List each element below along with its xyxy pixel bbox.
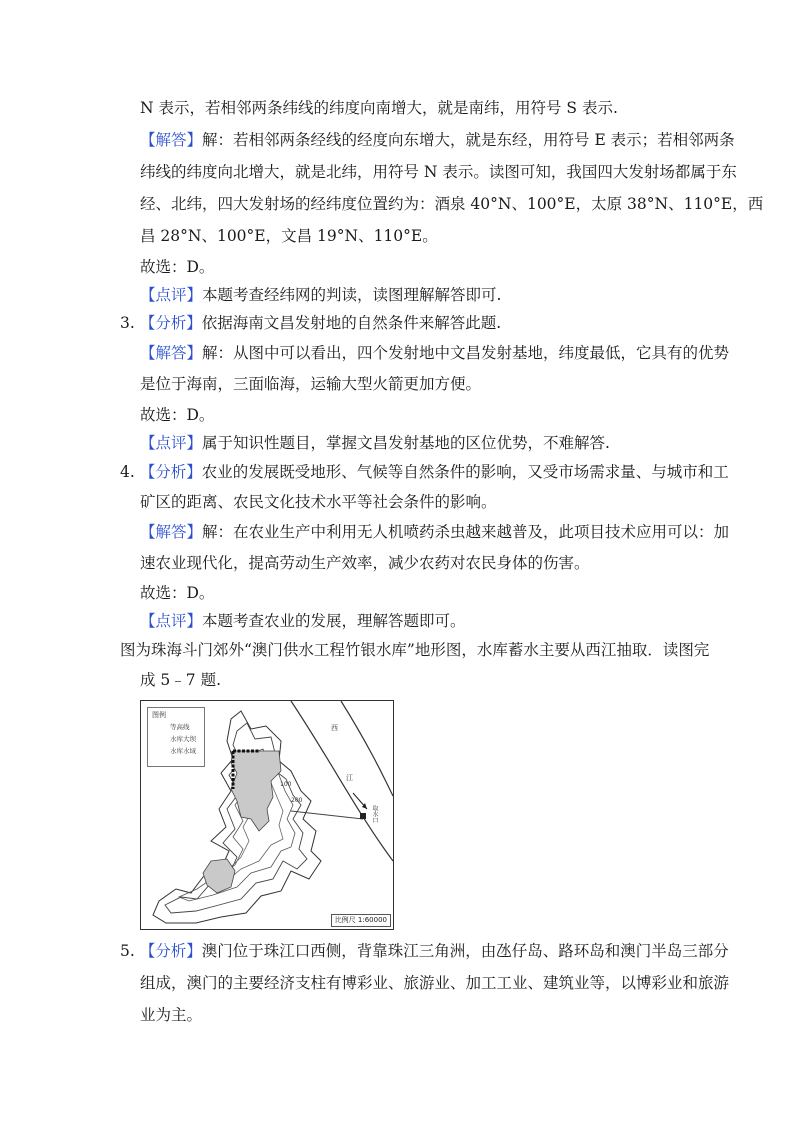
map-scale: 比例尺 1:60000: [331, 914, 391, 927]
river-bank-line: [291, 701, 393, 861]
intro-line-1: 图为珠海斗门郊外“澳门供水工程竹银水库”地形图，水库蓄水主要从西江抽取．读图完: [120, 641, 710, 659]
q2-answer-line-1: 【解答】解：若相邻两条经线的经度向东增大，就是东经，用符号 E 表示；若相邻两条: [140, 131, 735, 149]
q4-answer-line-2: 速农业现代化，提高劳动生产效率，减少农药对农民身体的伤害。: [140, 554, 590, 572]
comment-tag: 【点评】: [140, 612, 203, 630]
reservoir-topographic-map: [140, 700, 394, 930]
legend-title: 图例: [152, 711, 166, 719]
question-number: 3.: [120, 314, 135, 332]
answer-tag: 【解答】: [140, 131, 203, 149]
reservoir-water-area: [231, 751, 281, 831]
river-label: 江: [346, 774, 353, 782]
contour-label: 200: [291, 797, 303, 804]
q2-comment: 【点评】本题考查经纬网的判读，读图理解解答即可.: [140, 286, 502, 304]
analysis-tag: 【分析】: [139, 314, 202, 332]
map-legend: [147, 707, 205, 767]
river-label: 西: [331, 724, 338, 732]
q3-comment: 【点评】属于知识性题目，掌握文昌发射基地的区位优势，不难解答.: [140, 434, 610, 452]
intake-marker: [360, 813, 366, 819]
q5-analysis-line-2: 组成，澳门的主要经济支柱有博彩业、旅游业、加工工业、建筑业等，以博彩业和旅游: [140, 974, 730, 992]
contour-label: 100: [280, 781, 292, 788]
answer-tag: 【解答】: [140, 344, 203, 362]
analysis-tag: 【分析】: [139, 463, 202, 481]
q2-answer-line-3: 经、北纬，四大发射场的经纬度位置约为：酒泉 40°N、100°E，太原 38°N、110°E，西: [140, 195, 764, 213]
q2-answer-line-2: 纬线的纬度向北增大，就是北纬，用符号 N 表示。读图可知，我国四大发射场都属于东: [140, 163, 737, 181]
q2-text-line: N 表示，若相邻两条纬线的纬度向南增大，就是南纬，用符号 S 表示.: [140, 99, 618, 117]
q4-comment: 【点评】本题考查农业的发展，理解答题即可。: [140, 612, 466, 630]
legend-item-contour: 等高线: [170, 723, 190, 731]
q4-choice: 故选：D。: [140, 584, 215, 602]
legend-item-dam: 水库大坝: [170, 735, 196, 743]
intake-pipe: [291, 811, 363, 819]
answer-tag: 【解答】: [140, 523, 203, 541]
comment-tag: 【点评】: [140, 434, 203, 452]
question-number: 4.: [120, 463, 135, 481]
analysis-tag: 【分析】: [139, 942, 202, 960]
q2-answer-line-4: 昌 28°N、100°E，文昌 19°N、110°E。: [140, 227, 438, 245]
q5-analysis-line-3: 业为主。: [140, 1006, 203, 1024]
q2-choice: 故选：D。: [140, 258, 215, 276]
intro-line-2: 成 5﹣7 题.: [140, 671, 222, 689]
legend-item-water: 水库水域: [170, 747, 196, 755]
question-number: 5.: [120, 942, 135, 960]
q3-choice: 故选：D。: [140, 406, 215, 424]
q3-answer-line-1: 【解答】解：从图中可以看出，四个发射地中文昌发射基地，纬度最低，它具有的优势: [140, 344, 730, 362]
reservoir-water-area: [203, 859, 235, 893]
q4-answer-line-1: 【解答】解：在农业生产中利用无人机喷药杀虫越来越普及，此项目技术应用可以：加: [140, 523, 730, 541]
comment-tag: 【点评】: [140, 286, 203, 304]
q3-analysis: 3. 【分析】依据海南文昌发射地的自然条件来解答此题.: [120, 314, 502, 332]
q4-analysis-line-2: 矿区的距离、农民文化技术水平等社会条件的影响。: [140, 493, 497, 511]
q5-analysis-line-1: 5. 【分析】澳门位于珠江口西侧，背靠珠江三角洲，由氹仔岛、路环岛和澳门半岛三部分: [120, 942, 729, 960]
q4-analysis-line-1: 4. 【分析】农业的发展既受地形、气候等自然条件的影响，又受市场需求量、与城市和工: [120, 463, 729, 481]
intake-label: 取水口: [371, 805, 378, 823]
q3-answer-line-2: 是位于海南，三面临海，运输大型火箭更加方便。: [140, 375, 482, 393]
